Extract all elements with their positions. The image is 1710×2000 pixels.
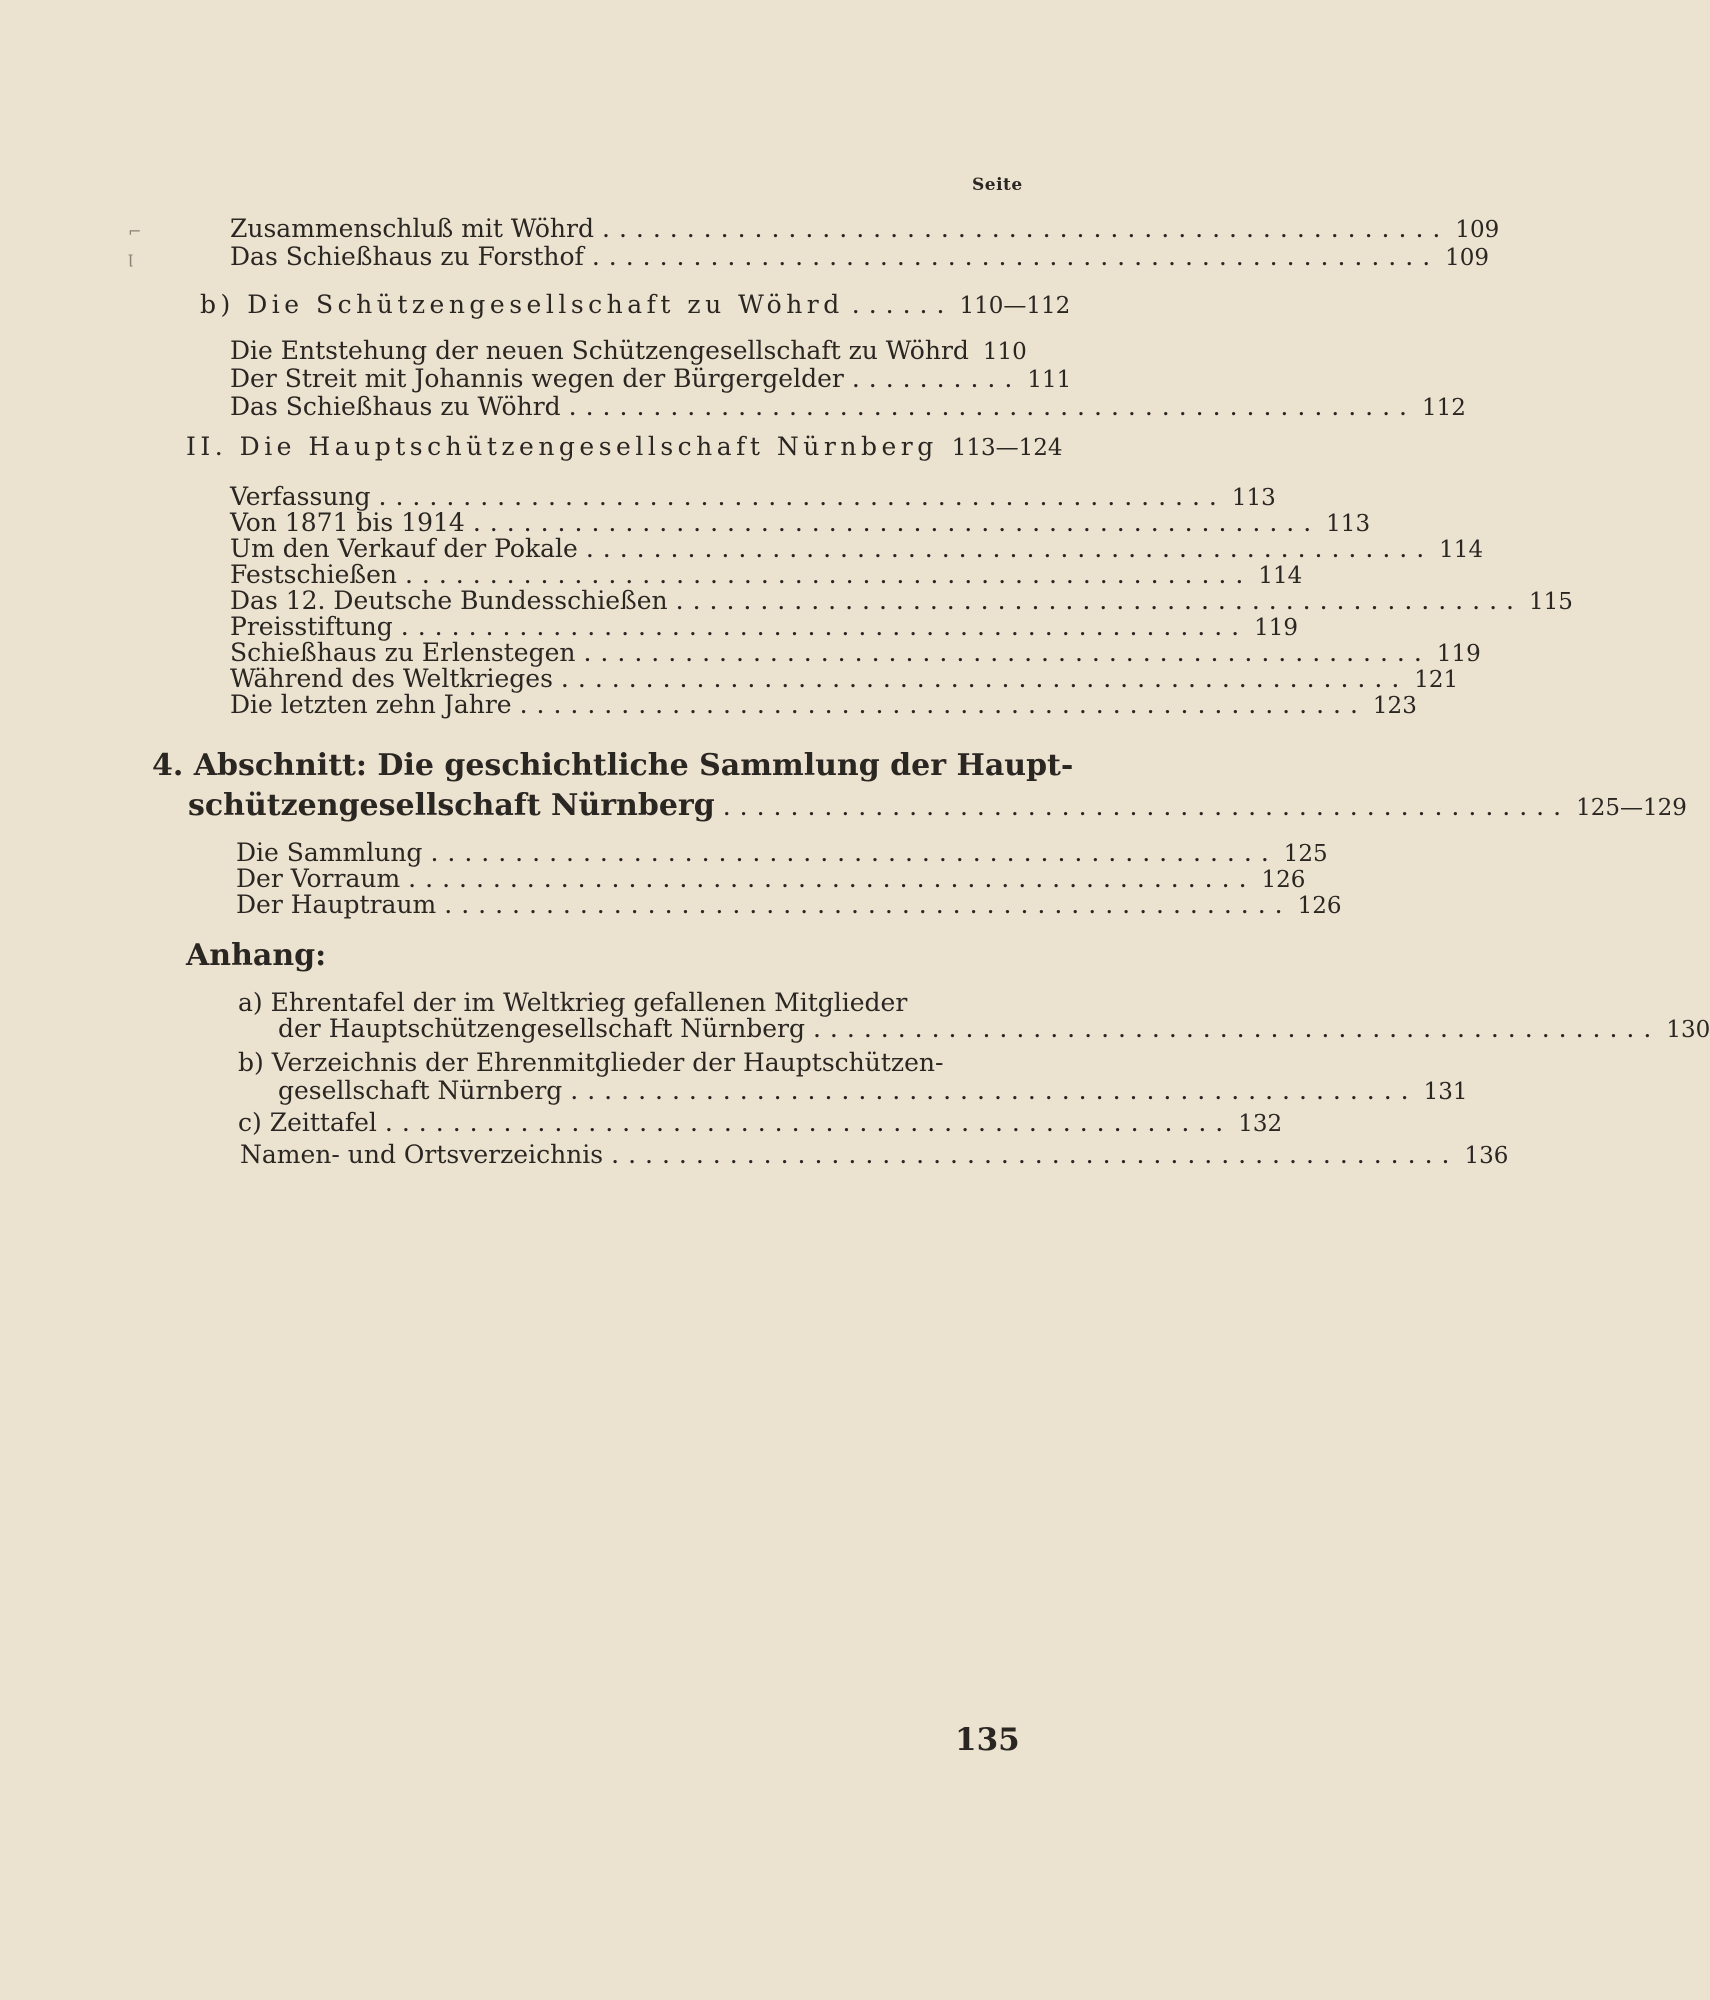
margin-mark: ⌐ (128, 222, 142, 241)
appendix-entry-b-line1: b) Verzeichnis der Ehrenmitglieder der Hauptschützen- (238, 1048, 944, 1077)
page-number: 135 (955, 1722, 1020, 1758)
toc-entry: Festschießen .................................................. 114 (230, 560, 1303, 589)
toc-entry: Preisstiftung .................................................. 119 (230, 612, 1299, 641)
appendix-heading: Anhang: (186, 938, 327, 973)
toc-entry: Der Hauptraum .................................................. 126 (236, 890, 1342, 919)
toc-entry: Das Schießhaus zu Forsthof .................................................. 109 (230, 242, 1490, 271)
chapter-heading-continued: schützengesellschaft Nürnberg .................................................. 125—129 (188, 788, 1687, 823)
toc-entry: Die Sammlung .................................................. 125 (236, 838, 1328, 867)
appendix-entry-c: c) Zeittafel .................................................. 132 (238, 1108, 1283, 1137)
toc-entry: Schießhaus zu Erlenstegen .................................................. 119 (230, 638, 1481, 667)
chapter-heading: 4. Abschnitt: Die geschichtliche Sammlung der Haupt- (152, 748, 1074, 783)
toc-section-heading: II. Die Hauptschützengesellschaft Nürnberg 113—124 (186, 432, 1063, 461)
toc-entry: Von 1871 bis 1914 .................................................. 113 (230, 508, 1371, 537)
margin-mark: ꞁ (128, 248, 134, 267)
appendix-entry-a: der Hauptschützengesellschaft Nürnberg .................................................. 130 (278, 1014, 1710, 1043)
toc-entry: Der Vorraum .................................................. 126 (236, 864, 1306, 893)
appendix-entry-b: gesellschaft Nürnberg .................................................. 131 (278, 1076, 1468, 1105)
toc-entry: Während des Weltkrieges .................................................. 121 (230, 664, 1459, 693)
toc-entry: Um den Verkauf der Pokale .................................................. 114 (230, 534, 1484, 563)
toc-entry: Die Entstehung der neuen Schützengesellschaft zu Wöhrd 110 (230, 336, 1027, 365)
toc-entry: Die letzten zehn Jahre .................................................. 123 (230, 690, 1417, 719)
toc-subsection-heading: b) Die Schützengesellschaft zu Wöhrd ...... 110—112 (200, 290, 1071, 319)
toc-entry: Das Schießhaus zu Wöhrd .................................................. 112 (230, 392, 1466, 421)
seite-column-header: Seite (972, 175, 1023, 195)
index-entry: Namen- und Ortsverzeichnis .................................................. 136 (240, 1140, 1509, 1169)
toc-entry: Verfassung .................................................. 113 (230, 482, 1276, 511)
toc-entry: Das 12. Deutsche Bundesschießen .................................................. 115 (230, 586, 1573, 615)
toc-entry: Der Streit mit Johannis wegen der Bürgergelder .......... 111 (230, 364, 1072, 393)
toc-entry: Zusammenschluß mit Wöhrd .................................................. 109 (230, 214, 1500, 243)
appendix-entry-a-line1: a) Ehrentafel der im Weltkrieg gefallenen Mitglieder (238, 988, 908, 1017)
